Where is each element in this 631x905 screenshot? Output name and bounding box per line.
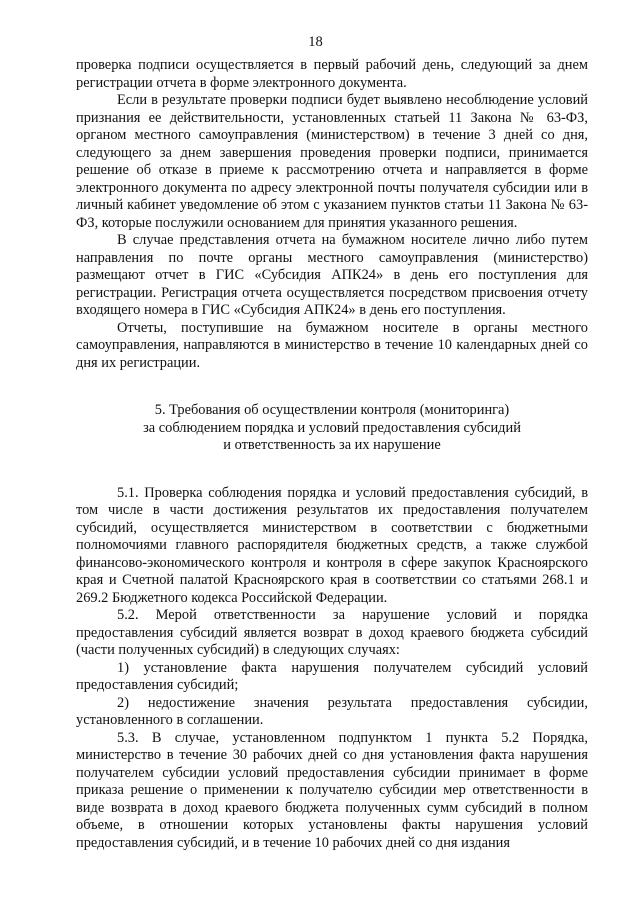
section-heading-line-3: и ответственность за их нарушение [223, 437, 441, 453]
paragraph-5-2: 5.2. Мерой ответственности за нарушение условий и порядка предоставления субсидий является возврат в доход краевого бюджета субсидий (части полученных субсидий) в следующих случаях: [76, 607, 588, 658]
section-heading [76, 402, 588, 455]
section-heading-line-2: за соблюдением порядка и условий предоставления субсидий [143, 419, 521, 436]
paragraph-reports-forwarding: Отчеты, поступившие на бумажном носителе в органы местного самоуправления, направляются в министерство в течение 10 календарных дней со дня их регистрации. [76, 319, 588, 371]
paragraph-continuation: проверка подписи осуществляется в первый рабочий день, следующий за днем регистрации отчета в форме электронного документа. [76, 57, 588, 91]
paragraph-5-2-item-1: 1) установление факта нарушения получателем субсидий условий предоставления субсидий; [76, 659, 588, 693]
page-number: 18 [308, 34, 323, 50]
paragraph-5-1: 5.1. Проверка соблюдения порядка и условий предоставления субсидий, в том числе в части достижения результатов их предоставления получателем субсидий, осуществляется министерством в соответствии с бюджетными полномочиями главного распорядителя бюджетных средств, а также службой финансово-экономического контроля и контроля в сфере закупок Красноярского края и Счетной палатой Красноярского края в соответствии со статьями 268.1 и 269.2 Бюджетного кодекса Российской Федерации. [76, 484, 588, 606]
paragraph-signature-check: Если в результате проверки подписи будет выявлено несоблюдение условий признания ее действительности, установленных статьей 11 Закона № 63-ФЗ, органом местного самоуправления (министерством) в течение 3 дней со дня, следующего за днем завершения проведения проверки подписи, принимается решение об отказе в приеме к рассмотрению отчета и направляется в форме электронного документа по адресу электронной почты получателя субсидии или в личный кабинет уведомление об этом с указанием пунктов статьи 11 Закона № 63-ФЗ, которые послужили основанием для принятия указанного решения. [76, 92, 588, 231]
paragraph-5-2-item-2: 2) недостижение значения результата предоставления субсидии, установленного в соглашении. [76, 694, 588, 728]
paragraph-5-3: 5.3. В случае, установленном подпунктом 1 пункта 5.2 Порядка, министерство в течение 30 рабочих дней со дня установления факта нарушения получателем субсидии условий предоставления субсидии принимает в форме приказа решение о применении к получателю субсидии мер ответственности в виде возврата в доход краевого бюджета полученных сумм субсидий в полном объеме, в отношении которых установлены факты нарушения условий предоставления субсидий, и в течение 10 рабочих дней со дня издания [76, 729, 588, 851]
section-heading-line-1: 5. Требования об осуществлении контроля (мониторинга) [154, 402, 510, 418]
paragraph-paper-report: В случае представления отчета на бумажном носителе лично либо путем направления по почте органы местного самоуправления (министерство) размещают отчет в ГИС «Субсидия АПК24» в день его поступления для регистрации. Регистрация отчета осуществляется посредством присвоения отчету входящего номера в ГИС «Субсидия АПК24» в день его поступления. [76, 232, 588, 318]
document-body [76, 57, 588, 852]
